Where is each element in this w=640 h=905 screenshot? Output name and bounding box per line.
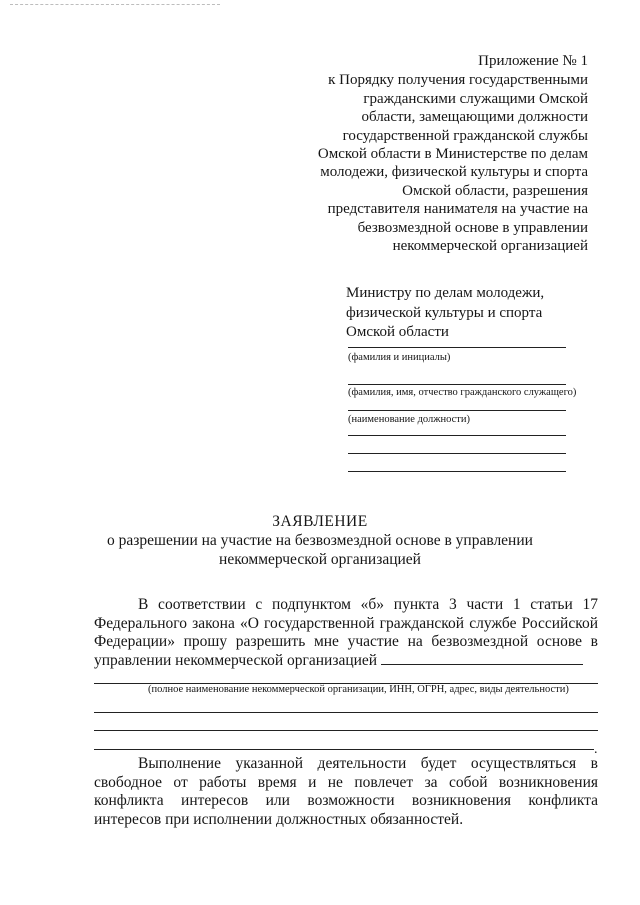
organization-fill-line-5[interactable] [94,749,594,750]
organization-fill-line[interactable] [381,663,583,665]
appendix-line: Омской области, разрешения [402,182,588,199]
addressee-line: Министру по делам молодежи, [346,285,545,301]
position-fill-line-4[interactable] [348,471,566,472]
addressee-line: физической культуры и спорта [346,304,543,321]
organization-fill-line-4[interactable] [94,730,598,731]
appendix-block [268,52,588,255]
appendix-line: к Порядку получения государственными [328,72,588,89]
appendix-line: гражданскими служащими Омской [363,90,588,107]
statement-title [0,512,640,569]
scan-artifact [10,4,220,9]
appendix-line: некоммерческой организацией [392,238,588,255]
statement-paragraph: Выполнение указанной деятельности будет осуществляться в свободное от работы время и не повлечет за собой возникновения конфликта интересов или возможности возникновения конфликта интересов при исполнении должностных обязанностей. [94,755,598,828]
position-fill-line[interactable] [348,410,566,411]
initials-caption: (фамилия и инициалы) [348,352,451,363]
end-dot: . [594,742,598,757]
fullname-caption: (фамилия, имя, отчество гражданского служащего) [348,387,577,398]
appendix-line: безвозмездной основе в управлении [357,219,588,236]
position-fill-line-2[interactable] [348,435,566,436]
statement-heading: ЗАЯВЛЕНИЕ [272,513,368,530]
appendix-number: Приложение № 1 [478,53,588,69]
organization-caption: (полное наименование некоммерческой организации, ИНН, ОГРН, адрес, виды деятельности) [148,684,569,695]
initials-fill-line[interactable] [348,347,566,348]
organization-fill-line-3[interactable] [94,712,598,713]
position-fill-line-3[interactable] [348,453,566,454]
position-caption: (наименование должности) [348,414,471,425]
appendix-line: молодежи, физической культуры и спорта [320,164,588,181]
request-paragraph [94,596,598,670]
statement-subheading: о разрешении на участие на безвозмездной основе в управлении [107,532,533,549]
appendix-line: области, замещающими должности [361,109,588,126]
appendix-line: Омской области в Министерстве по делам [317,146,588,163]
request-text: В соответствии с подпунктом «б» пункта 3 части 1 статьи 17 Федерального закона «О государственной гражданской службе Российской Федерации» прошу разрешить мне участие на безвозмездной основе в управлении некоммерческой организацией [94,596,598,669]
addressee-block [346,284,596,343]
appendix-line: представителя нанимателя на участие на [327,201,588,218]
statement-subheading: некоммерческой организацией [219,551,421,568]
addressee-line: Омской области [346,324,449,340]
fullname-fill-line[interactable] [348,384,566,385]
appendix-line: государственной гражданской службы [342,127,588,144]
